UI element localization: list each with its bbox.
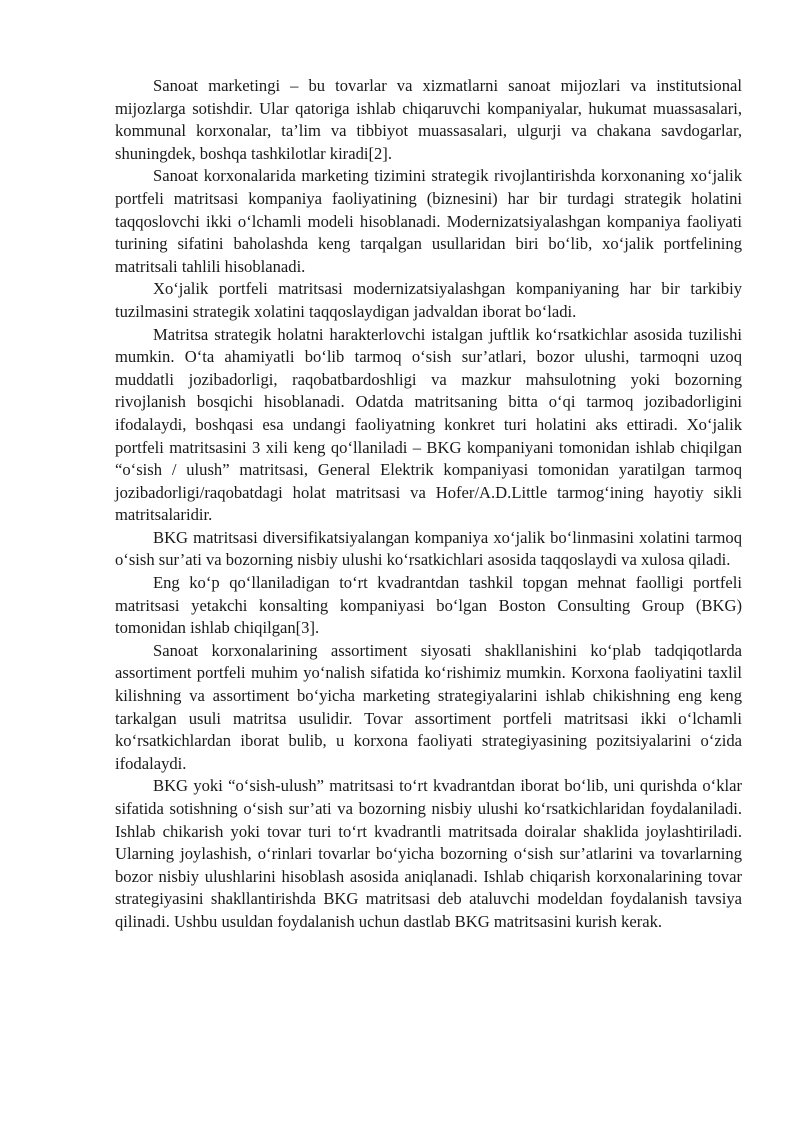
paragraph-four-quadrant-matrix: Eng ko‘p qo‘llaniladigan to‘rt kvadrantdan tashkil topgan mehnat faolligi portfeli matritsasi yetakchi konsalting kompaniyasi bo‘lgan Boston Consulting Group (BKG) tomonidan ishlab chiqilgan[3]. <box>115 573 742 638</box>
paragraph-bkg-matrix: BKG matritsasi diversifikatsiyalangan kompaniya xo‘jalik bo‘linmasini xolatini tarmoq o‘sish sur’ati va bozorning nisbiy ulushi ko‘rsatkichlari asosida taqqoslaydi va xulosa qiladi. <box>115 527 742 570</box>
paragraph-portfolio-matrix-structure: Xo‘jalik portfeli matritsasi modernizatsiyalashgan kompaniyaning har bir tarkibiy tuzilmasini strategik xolatini taqqoslaydigan jadvaldan iborat bo‘ladi. <box>115 279 742 321</box>
paragraph-portfolio-matrix-intro: Sanoat korxonalarida marketing tizimini strategik rivojlantirishda korxonaning xo‘jalik portfeli matritsasi kompaniya faoliyatining (biznesini) har bir turdagi strategik holatini taqqoslovchi ikki o‘lchamli modeli hisoblanadi. Modernizatsiyalashgan kompaniya faoliyati turining sifatini baholashda keng tarqalgan usullaridan biri bo‘lib, xo‘jalik portfelining matritsali tahlili hisoblanadi. <box>115 166 742 276</box>
paragraph-growth-share-matrix: BKG yoki “o‘sish-ulush” matritsasi to‘rt kvadrantdan iborat bo‘lib, uni qurishda o‘klar sifatida sotishning o‘sish sur’ati va bozorning nisbiy ulushi ko‘rsatkichlaridan foydalaniladi. Ishlab chikarish yoki tovar turi to‘rt kvadrantli matritsada doiralar shaklida joylashtiriladi. Ularning joylashish, o‘rinlari tovarlar bo‘yicha bozorning o‘sish sur’atlarini va tovarlarning bozor nisbiy ulushlarini hisoblash asosida aniqlanadi. Ishlab chiqarish korxonalarining tovar strategiyasini shakllantirishda BKG matritsasi deb ataluvchi modeldan foydalanish tavsiya qilinadi. Ushbu usuldan foydalanish uchun dastlab BKG matritsasini kurish kerak. <box>115 776 742 931</box>
paragraph-matrix-indicators: Matritsa strategik holatni harakterlovchi istalgan juftlik ko‘rsatkichlar asosida tuzilishi mumkin. O‘ta ahamiyatli bo‘lib tarmoq o‘sish sur’atlari, bozor ulushi, tarmoqni uzoq muddatli jozibadorligi, raqobatbardoshligi va mazkur mahsulotning yoki bozorning rivojlanish bosqichi hisoblanadi. Odatda matritsaning bitta o‘qi tarmoq jozibadorligini ifodalaydi, boshqasi esa undangi faoliyatning konkret turi holatini aks ettiradi. Xo‘jalik portfeli matritsasini 3 xili keng qo‘llaniladi – BKG kompaniyani tomonidan ishlab chiqilgan “o‘sish / ulush” matritsasi, General Elektrik kompaniyasi tomonidan yaratilgan tarmoq jozibadorligi/raqobatdagi holat matritsasi va Hofer/A.D.Little tarmog‘ining hayotiy sikli matritsalaridir. <box>115 324 742 525</box>
paragraph-industrial-marketing-definition: Sanoat marketingi – bu tovarlar va xizmatlarni sanoat mijozlari va institutsional mijozlarga sotishdir. Ular qatoriga ishlab chiqaruvchi kompaniyalar, hukumat muassasalari, kommunal korxonalar, ta’lim va tibbiyot muassasalari, ulgurji va chakana savdogarlar, shuningdek, boshqa tashkilotlar kiradi[2]. <box>115 76 742 163</box>
document-page <box>115 75 742 934</box>
paragraph-assortment-policy: Sanoat korxonalarining assortiment siyosati shakllanishini ko‘plab tadqiqotlarda assortiment portfeli muhim yo‘nalish sifatida ko‘rishimiz mumkin. Korxona faoliyatini taxlil kilishning va assortiment bo‘yicha marketing strategiyalarini ishlab chikishning eng keng tarkalgan usuli matritsa usulidir. Tovar assortiment portfeli matritsasi ikki o‘lchamli ko‘rsatkichlardan iborat bulib, u korxona faoliyati strategiyasining pozitsiyalarini o‘zida ifodalaydi. <box>115 640 742 773</box>
